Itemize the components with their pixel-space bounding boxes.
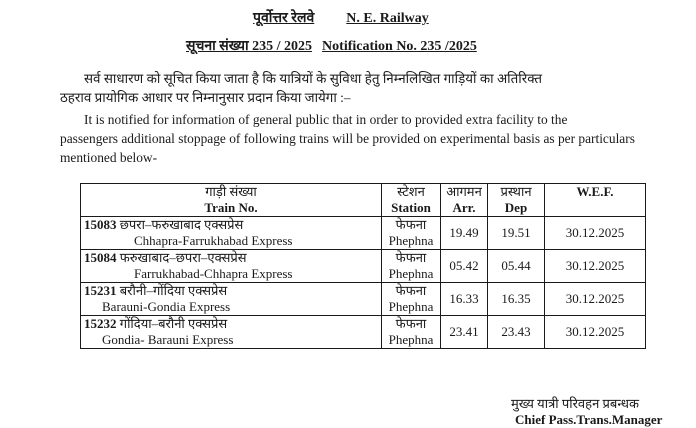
header-departure-english: Dep xyxy=(504,200,528,215)
header-notification xyxy=(186,36,477,55)
station-english: Phephna xyxy=(388,299,434,314)
departure-time: 19.51 xyxy=(488,217,545,250)
header-station xyxy=(382,184,441,217)
train-name-hindi: गोंदिया–बरौनी एक्सप्रेस xyxy=(119,316,228,331)
departure-time: 23.43 xyxy=(488,316,545,349)
hindi-notice-line-2: ठहराव प्रायोगिक आधार पर निम्नानुसार प्रदान किया जायेगा :– xyxy=(60,90,351,105)
header-arrival-hindi: आगमन xyxy=(446,184,482,199)
header-train-english: Train No. xyxy=(204,200,258,215)
english-notice-line-2: passengers additional stoppage of following trains will be provided on experimental basis as per particulars xyxy=(60,131,635,146)
arrival-time: 05.42 xyxy=(441,250,488,283)
english-notice-line-1: It is notified for information of general public that in order to provided extra facility to the xyxy=(84,112,568,127)
arrival-time: 23.41 xyxy=(441,316,488,349)
table-header-row xyxy=(81,184,646,217)
header-wef: W.E.F. xyxy=(545,184,646,217)
train-number: 15083 xyxy=(84,217,117,232)
departure-time: 16.35 xyxy=(488,283,545,316)
wef-date: 30.12.2025 xyxy=(545,316,646,349)
station-hindi: फेफना xyxy=(395,316,427,331)
train-cell xyxy=(81,316,382,349)
train-name-english: Barauni-Gondia Express xyxy=(102,299,231,314)
header-train-hindi: गाड़ी संख्या xyxy=(205,184,257,199)
table-row xyxy=(81,283,646,316)
header-station-english: Station xyxy=(391,200,431,215)
train-name-hindi: छपरा–फरुखाबाद एक्सप्रेस xyxy=(119,217,244,232)
station-english: Phephna xyxy=(388,332,434,347)
train-name-hindi: फरुखाबाद–छपरा–एक्सप्रेस xyxy=(119,250,247,265)
station-hindi: फेफना xyxy=(395,283,427,298)
header-departure xyxy=(488,184,545,217)
train-number: 15084 xyxy=(84,250,117,265)
signature-title-hindi: मुख्य यात्री परिवहन प्रबन्धक xyxy=(511,396,639,411)
train-stoppage-table xyxy=(80,183,646,349)
train-cell xyxy=(81,283,382,316)
station-english: Phephna xyxy=(388,266,434,281)
station-english: Phephna xyxy=(388,233,434,248)
header-organization xyxy=(253,8,429,27)
train-cell xyxy=(81,217,382,250)
org-name-english: N. E. Railway xyxy=(346,11,429,26)
table-row xyxy=(81,316,646,349)
train-number: 15231 xyxy=(84,283,117,298)
header-arrival-english: Arr. xyxy=(452,200,476,215)
wef-date: 30.12.2025 xyxy=(545,250,646,283)
org-name-hindi: पूर्वोत्तर रेलवे xyxy=(253,11,315,26)
table-row xyxy=(81,250,646,283)
station-cell xyxy=(382,316,441,349)
station-cell xyxy=(382,250,441,283)
train-number: 15232 xyxy=(84,316,117,331)
station-hindi: फेफना xyxy=(395,217,427,232)
station-cell xyxy=(382,217,441,250)
header-station-hindi: स्टेशन xyxy=(397,184,425,199)
signature-title-english: Chief Pass.Trans.Manager xyxy=(515,412,663,427)
train-name-english: Gondia- Barauni Express xyxy=(102,332,234,347)
table-row xyxy=(81,217,646,250)
header-departure-hindi: प्रस्थान xyxy=(500,184,532,199)
arrival-time: 16.33 xyxy=(441,283,488,316)
wef-date: 30.12.2025 xyxy=(545,283,646,316)
wef-date: 30.12.2025 xyxy=(545,217,646,250)
header-arrival xyxy=(441,184,488,217)
station-cell xyxy=(382,283,441,316)
header-train xyxy=(81,184,382,217)
arrival-time: 19.49 xyxy=(441,217,488,250)
train-cell xyxy=(81,250,382,283)
notification-number-hindi: सूचना संख्या 235 / 2025 xyxy=(186,39,313,54)
departure-time: 05.44 xyxy=(488,250,545,283)
station-hindi: फेफना xyxy=(395,250,427,265)
train-name-hindi: बरौनी–गोंदिया एक्सप्रेस xyxy=(119,283,228,298)
train-name-english: Chhapra-Farrukhabad Express xyxy=(134,233,293,248)
notification-number-english: Notification No. 235 /2025 xyxy=(322,39,477,54)
english-notice-line-3: mentioned below- xyxy=(60,150,158,165)
hindi-notice-line-1: सर्व साधारण को सूचित किया जाता है कि यात्रियों के सुविधा हेतु निम्नलिखित गाड़ियों का अतिरिक्त xyxy=(84,71,543,86)
train-name-english: Farrukhabad-Chhapra Express xyxy=(134,266,293,281)
